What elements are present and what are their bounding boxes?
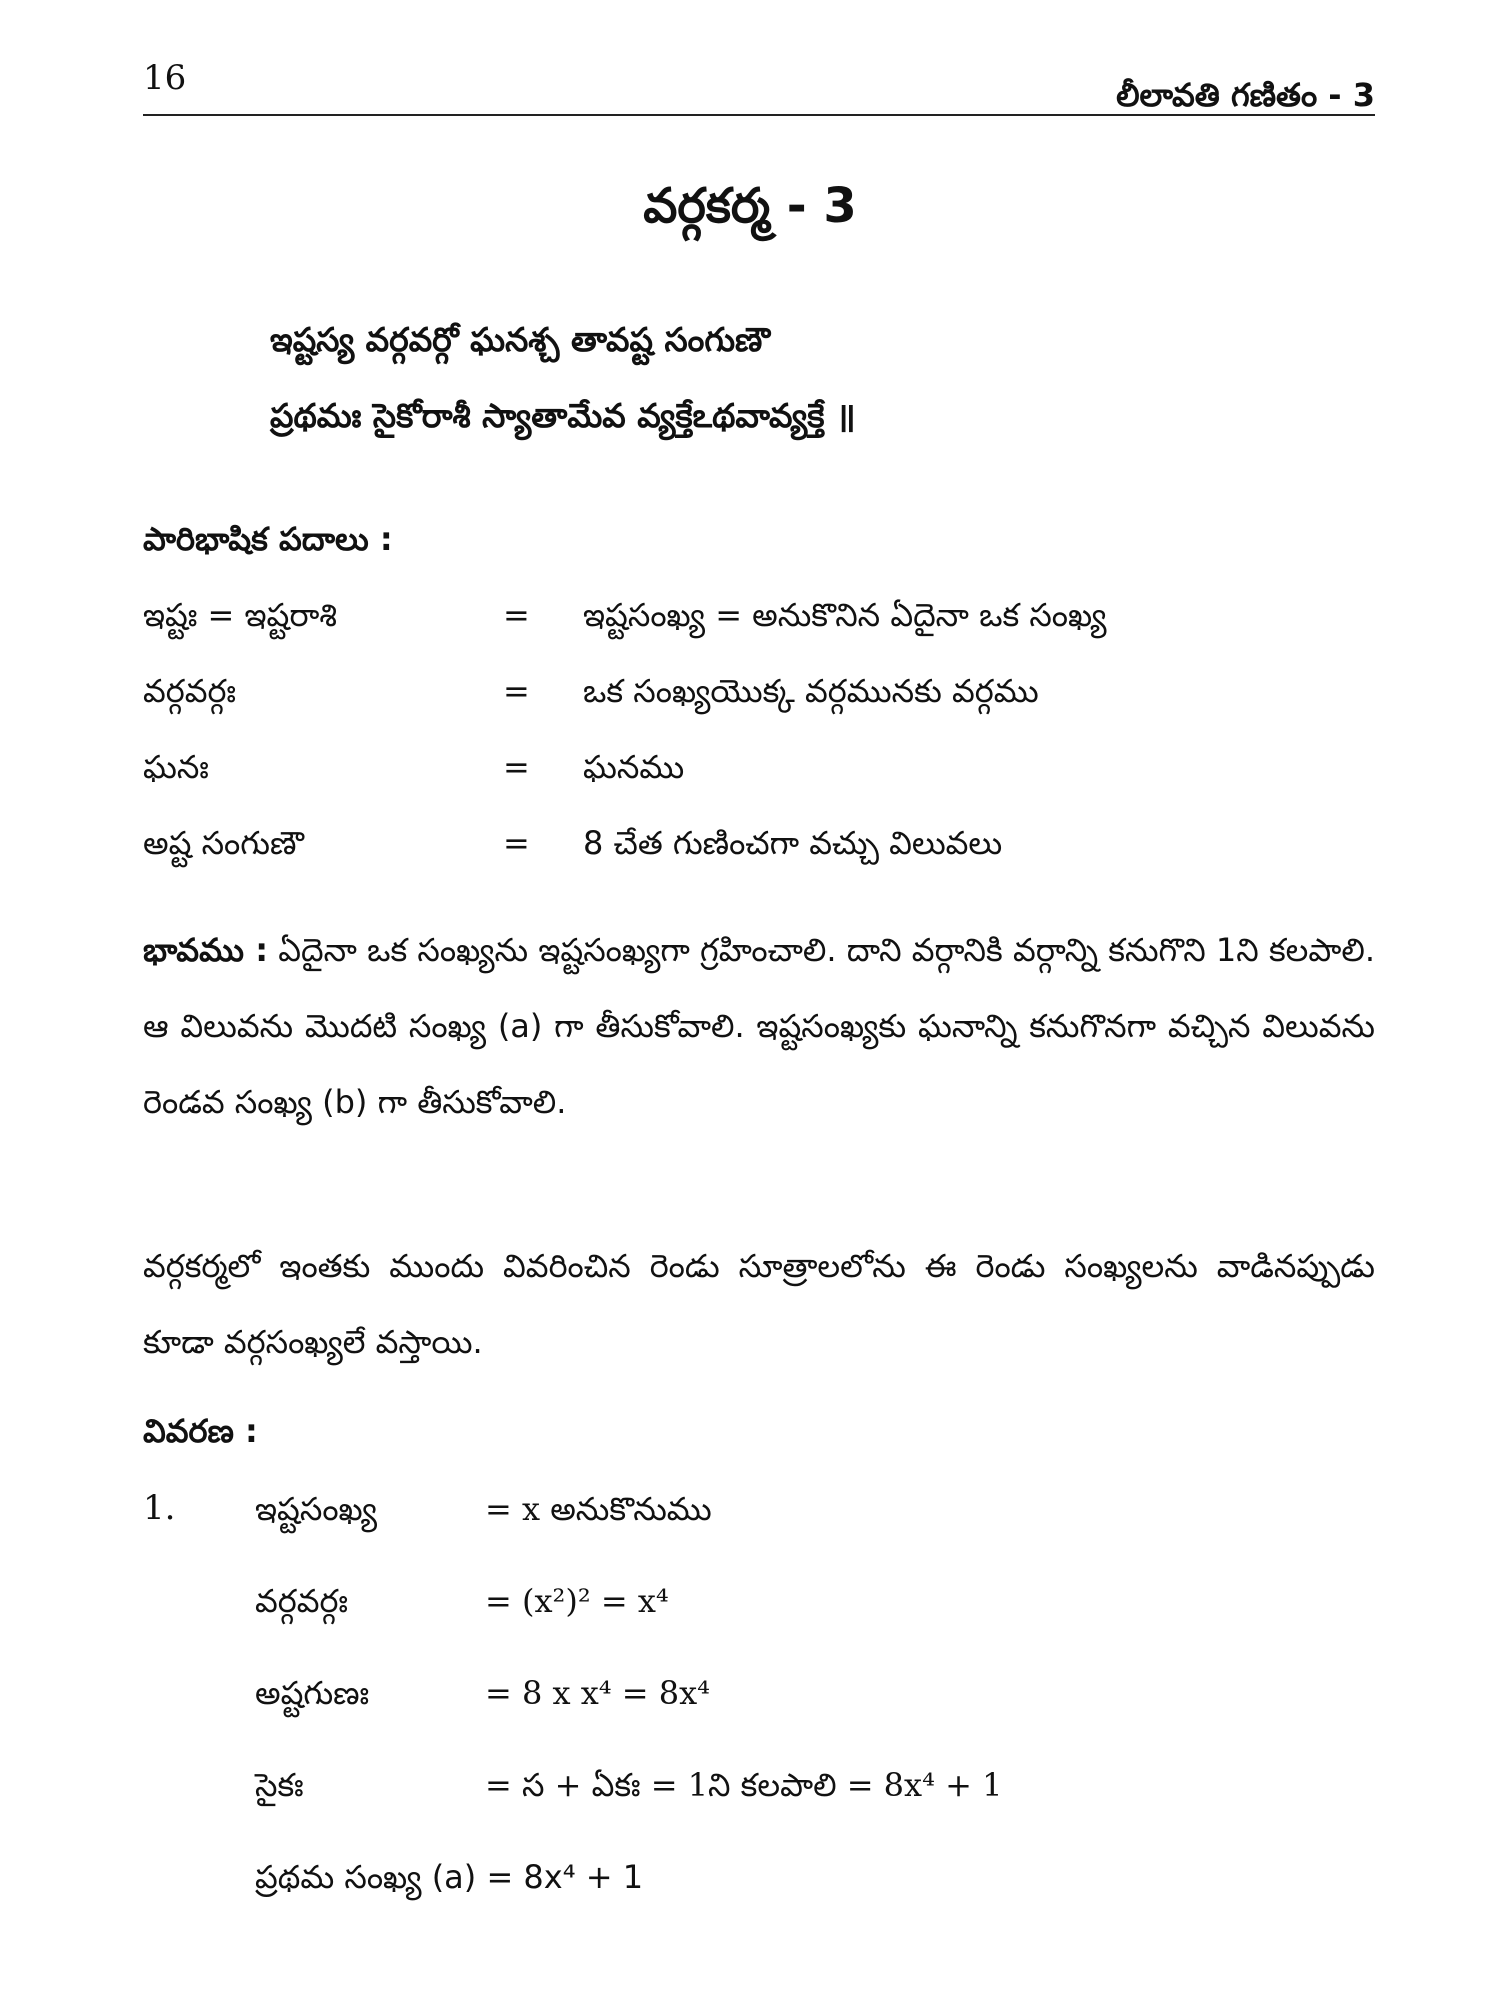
term-row	[143, 748, 1375, 798]
term-definition: ఘనము	[583, 748, 685, 786]
example-value: = (x²)² = x⁴	[485, 1582, 669, 1620]
vivarana-heading: వివరణ :	[143, 1412, 258, 1450]
equals-sign: =	[503, 596, 530, 634]
page-number: 16	[143, 58, 187, 98]
term-row	[143, 596, 1375, 646]
example-row	[255, 1582, 1355, 1632]
term-definition: ఇష్టసంఖ్య = అనుకొనిన ఏదైనా ఒక సంఖ్య	[583, 596, 1107, 634]
term-definition: 8 చేత గుణించగా వచ్చు విలువలు	[583, 824, 1003, 862]
example-result: ప్రథమ సంఖ్య (a) = 8x⁴ + 1	[255, 1858, 644, 1896]
term-row	[143, 672, 1375, 722]
example-number: 1.	[143, 1488, 176, 1528]
terms-heading: పారిభాషిక పదాలు :	[143, 520, 393, 558]
chapter-title: వర్గకర్మ - 3	[643, 178, 857, 234]
example-value: = x అనుకొనుము	[485, 1490, 712, 1528]
bhavamu-label: భావము :	[143, 931, 268, 969]
body-paragraph: వర్గకర్మలో ఇంతకు ముందు వివరించిన రెండు సూత్రాలలోను ఈ రెండు సంఖ్యలను వాడినప్పుడు కూడా వర్గసంఖ్యలే వస్తాయి.	[143, 1247, 1375, 1361]
term-definition: ఒక సంఖ్యయొక్క వర్గమునకు వర్గము	[583, 672, 1039, 710]
verse-line-1: ఇష్టస్య వర్గవర్గో ఘనశ్చ తావష్ట సంగుణౌ	[270, 320, 771, 359]
example-value: = 8 x x⁴ = 8x⁴	[485, 1674, 710, 1712]
verse-line-2: ప్రథమః సైకోరాశీ స్యాతామేవ వ్యక్తేఽథవావ్యక్తే ॥	[270, 396, 856, 435]
equals-sign: =	[503, 748, 530, 786]
example-label: సైకః	[255, 1766, 304, 1804]
example-value: = స + ఏకః = 1ని కలపాలి = 8x⁴ + 1	[485, 1766, 1003, 1804]
term: ఇష్టః = ఇష్టరాశి	[143, 596, 337, 634]
bhavamu-paragraph	[143, 912, 1375, 1140]
example-row	[255, 1490, 1355, 1540]
example-label: వర్గవర్గః	[255, 1582, 348, 1620]
term: అష్ట సంగుణౌ	[143, 824, 304, 862]
page-header	[143, 52, 1375, 114]
term: వర్గవర్గః	[143, 672, 236, 710]
term-row	[143, 824, 1375, 874]
header-rule	[143, 114, 1375, 116]
example-label: ఇష్టసంఖ్య	[255, 1490, 378, 1528]
term: ఘనః	[143, 748, 209, 786]
example-row	[255, 1674, 1355, 1724]
equals-sign: =	[503, 672, 530, 710]
example-row	[255, 1766, 1355, 1816]
example-label: అష్టగుణః	[255, 1674, 370, 1712]
bhavamu-text: ఏదైనా ఒక సంఖ్యను ఇష్టసంఖ్యగా గ్రహించాలి. దాని వర్గానికి వర్గాన్ని కనుగొని 1ని కలపాలి. ఆ విలువను మొదటి సంఖ్య (a) గా తీసుకోవాలి. ఇష్టసంఖ్యకు ఘనాన్ని కనుగొనగా వచ్చిన విలువను రెండవ సంఖ్య (b) గా తీసుకోవాలి.	[143, 931, 1375, 1121]
equals-sign: =	[503, 824, 530, 862]
running-head: లీలావతి గణితం - 3	[1116, 76, 1375, 114]
